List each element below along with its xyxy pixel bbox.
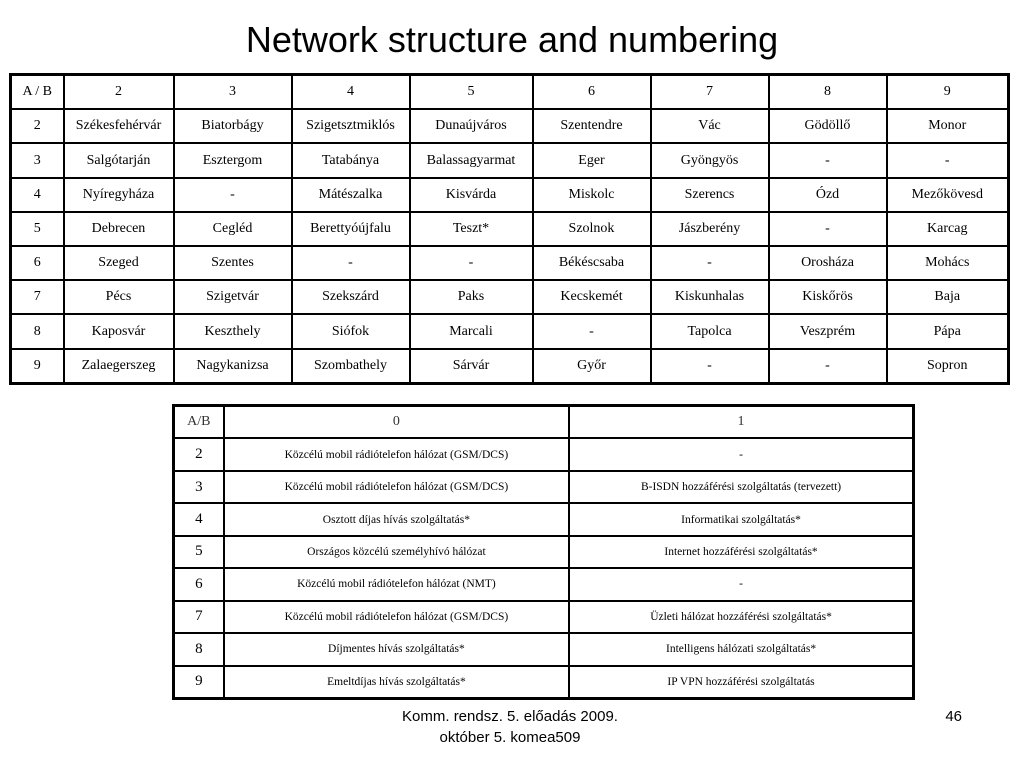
row-header: 7 [174, 601, 224, 633]
column-header: 6 [533, 75, 651, 110]
footer-line-2: október 5. komea509 [439, 729, 581, 746]
service-cell: Közcélú mobil rádiótelefon hálózat (GSM/DCS) [224, 438, 569, 470]
service-cell: Osztott díjas hívás szolgáltatás* [224, 503, 569, 535]
city-cell: Monor [887, 109, 1009, 143]
city-cell: Székesfehérvár [64, 109, 174, 143]
table-row [11, 212, 1009, 246]
city-cell: Keszthely [174, 314, 292, 348]
city-cell: - [174, 178, 292, 212]
column-header: 7 [651, 75, 769, 110]
city-cell: Debrecen [64, 212, 174, 246]
city-cell: Kisvárda [410, 178, 533, 212]
city-cell: Eger [533, 143, 651, 177]
row-header: 9 [174, 666, 224, 699]
city-cell: Szigetsztmiklós [292, 109, 410, 143]
city-cell: Szigetvár [174, 280, 292, 314]
header-row [174, 406, 914, 439]
city-cell: Veszprém [769, 314, 887, 348]
service-cell: Informatikai szolgáltatás* [569, 503, 913, 535]
table-row [174, 568, 914, 600]
service-cell: Közcélú mobil rádiótelefon hálózat (GSM/DCS) [224, 601, 569, 633]
city-cell: Pápa [887, 314, 1009, 348]
table-row [11, 246, 1009, 280]
city-cell: Nagykanizsa [174, 349, 292, 384]
city-cell: Békéscsaba [533, 246, 651, 280]
city-cell: Szeged [64, 246, 174, 280]
city-cell: Marcali [410, 314, 533, 348]
column-header: 8 [769, 75, 887, 110]
column-header: 0 [224, 406, 569, 439]
city-cell: Sopron [887, 349, 1009, 384]
city-cell: - [651, 246, 769, 280]
column-header: 4 [292, 75, 410, 110]
service-cell: Országos közcélú személyhívó hálózat [224, 536, 569, 568]
city-cell: Ózd [769, 178, 887, 212]
service-code-table [172, 404, 915, 700]
row-header: 5 [174, 536, 224, 568]
service-cell: B-ISDN hozzáférési szolgáltatás (tervezett) [569, 471, 913, 503]
city-cell: Tatabánya [292, 143, 410, 177]
service-cell: Intelligens hálózati szolgáltatás* [569, 633, 913, 665]
city-cell: Győr [533, 349, 651, 384]
page-number: 46 [945, 708, 962, 725]
city-cell: Tapolca [651, 314, 769, 348]
city-cell: Pécs [64, 280, 174, 314]
row-header: 5 [11, 212, 64, 246]
column-header: 9 [887, 75, 1009, 110]
row-header: 2 [174, 438, 224, 470]
city-cell: Siófok [292, 314, 410, 348]
header-row [11, 75, 1009, 110]
area-code-table [9, 73, 1010, 385]
city-cell: Esztergom [174, 143, 292, 177]
table-row [11, 280, 1009, 314]
city-cell: - [769, 143, 887, 177]
city-cell: Orosháza [769, 246, 887, 280]
table-row [11, 178, 1009, 212]
city-cell: - [410, 246, 533, 280]
column-header: 1 [569, 406, 913, 439]
column-header: 2 [64, 75, 174, 110]
city-cell: - [533, 314, 651, 348]
city-cell: Szentes [174, 246, 292, 280]
row-header: 4 [174, 503, 224, 535]
city-cell: Nyíregyháza [64, 178, 174, 212]
slide-footer [330, 706, 690, 748]
city-cell: Cegléd [174, 212, 292, 246]
row-header: 3 [174, 471, 224, 503]
column-header: 3 [174, 75, 292, 110]
city-cell: Teszt* [410, 212, 533, 246]
column-header: 5 [410, 75, 533, 110]
city-cell: - [887, 143, 1009, 177]
city-cell: Karcag [887, 212, 1009, 246]
service-cell: Közcélú mobil rádiótelefon hálózat (GSM/DCS) [224, 471, 569, 503]
row-header: 6 [11, 246, 64, 280]
city-cell: Gyöngyös [651, 143, 769, 177]
city-cell: Miskolc [533, 178, 651, 212]
table-row [174, 633, 914, 665]
table-row [174, 471, 914, 503]
service-cell: Díjmentes hívás szolgáltatás* [224, 633, 569, 665]
service-cell: Közcélú mobil rádiótelefon hálózat (NMT) [224, 568, 569, 600]
table-row [174, 438, 914, 470]
table-row [11, 109, 1009, 143]
row-header: 9 [11, 349, 64, 384]
city-cell: Dunaújváros [410, 109, 533, 143]
row-header: 3 [11, 143, 64, 177]
city-cell: - [651, 349, 769, 384]
row-header: 6 [174, 568, 224, 600]
city-cell: Kaposvár [64, 314, 174, 348]
footer-line-1: Komm. rendsz. 5. előadás 2009. [402, 708, 618, 725]
table-row [11, 349, 1009, 384]
city-cell: Vác [651, 109, 769, 143]
service-cell: Üzleti hálózat hozzáférési szolgáltatás* [569, 601, 913, 633]
table-row [174, 536, 914, 568]
corner-cell: A/B [174, 406, 224, 439]
city-cell: Salgótarján [64, 143, 174, 177]
city-cell: Kiskőrös [769, 280, 887, 314]
city-cell: Szerencs [651, 178, 769, 212]
row-header: 2 [11, 109, 64, 143]
city-cell: Baja [887, 280, 1009, 314]
city-cell: Paks [410, 280, 533, 314]
service-cell: Emeltdíjas hívás szolgáltatás* [224, 666, 569, 699]
table-row [174, 601, 914, 633]
city-cell: - [769, 212, 887, 246]
table-row [174, 666, 914, 699]
city-cell: Mohács [887, 246, 1009, 280]
city-cell: - [292, 246, 410, 280]
city-cell: Mezőkövesd [887, 178, 1009, 212]
city-cell: Szolnok [533, 212, 651, 246]
city-cell: Biatorbágy [174, 109, 292, 143]
service-cell: - [569, 438, 913, 470]
corner-cell: A / B [11, 75, 64, 110]
city-cell: Mátészalka [292, 178, 410, 212]
city-cell: Szentendre [533, 109, 651, 143]
service-cell: - [569, 568, 913, 600]
table-row [11, 314, 1009, 348]
table-row [11, 143, 1009, 177]
city-cell: Kecskemét [533, 280, 651, 314]
slide-title: Network structure and numbering [245, 19, 779, 60]
city-cell: Kiskunhalas [651, 280, 769, 314]
city-cell: Zalaegerszeg [64, 349, 174, 384]
city-cell: Szekszárd [292, 280, 410, 314]
city-cell: Szombathely [292, 349, 410, 384]
service-cell: IP VPN hozzáférési szolgáltatás [569, 666, 913, 699]
city-cell: Balassagyarmat [410, 143, 533, 177]
city-cell: - [769, 349, 887, 384]
service-cell: Internet hozzáférési szolgáltatás* [569, 536, 913, 568]
city-cell: Jászberény [651, 212, 769, 246]
city-cell: Gödöllő [769, 109, 887, 143]
city-cell: Berettyóújfalu [292, 212, 410, 246]
table-row [174, 503, 914, 535]
row-header: 8 [11, 314, 64, 348]
row-header: 4 [11, 178, 64, 212]
city-cell: Sárvár [410, 349, 533, 384]
row-header: 8 [174, 633, 224, 665]
row-header: 7 [11, 280, 64, 314]
